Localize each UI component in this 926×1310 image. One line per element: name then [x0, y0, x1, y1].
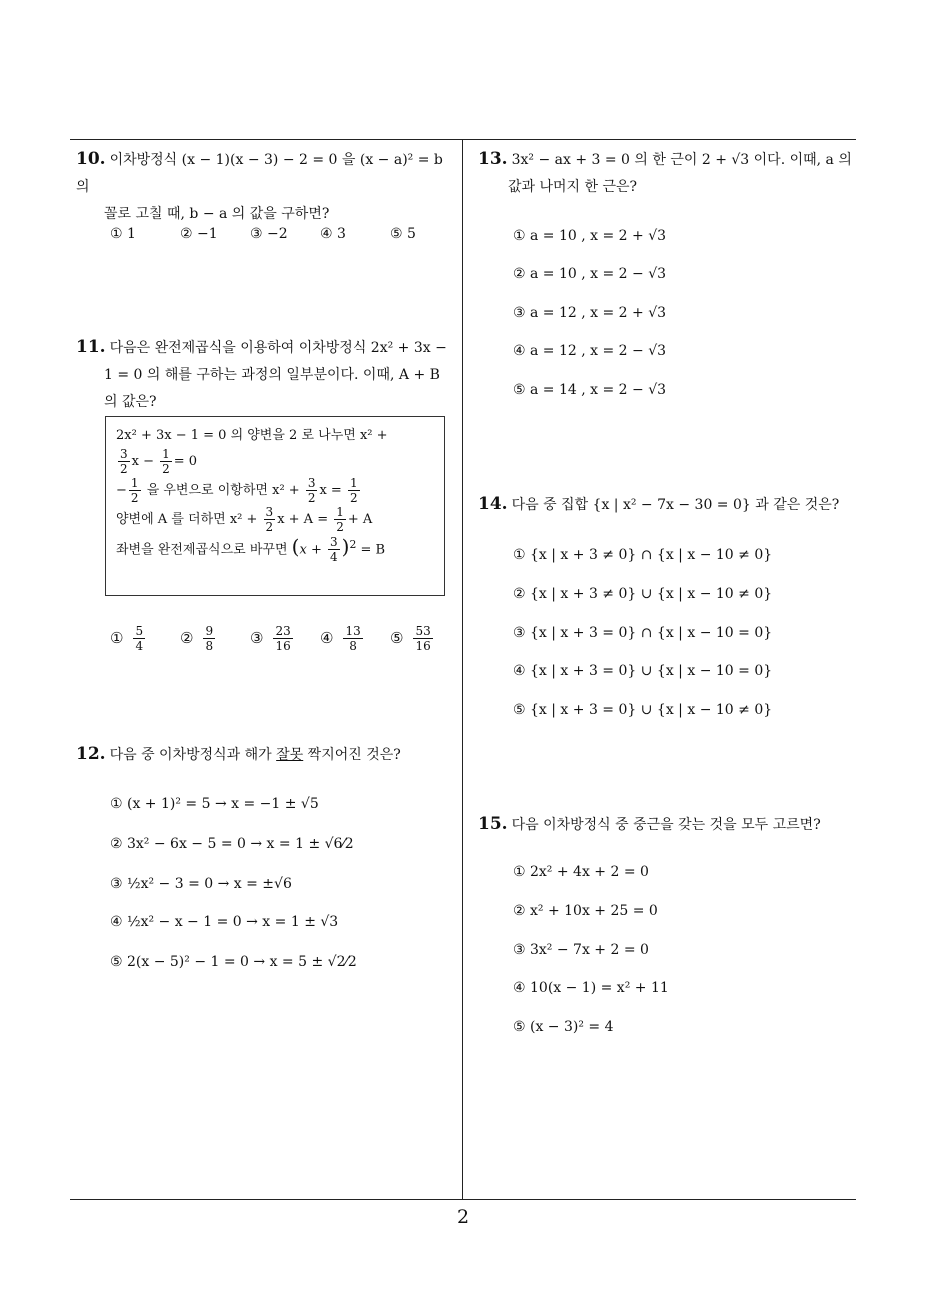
- question-text: 3x² − ax + 3 = 0 의 한 근이 2 + √3 이다. 이때, a 의: [511, 152, 852, 168]
- answer-option[interactable]: ⑤ (x − 3)² = 4: [513, 1019, 614, 1035]
- question-text: 다음 중 집합 {x | x² − 7x − 30 = 0} 과 같은 것은?: [511, 497, 840, 513]
- answer-option[interactable]: ④ $\frac{13}{8}$: [320, 624, 361, 653]
- box-line: 2x² + 3x − 1 = 0 의 양변을 2 로 나누면 x² +: [116, 428, 388, 443]
- answer-option[interactable]: ① {x | x + 3 ≠ 0} ∩ {x | x − 10 ≠ 0}: [513, 547, 773, 563]
- bottom-rule: [70, 1199, 856, 1200]
- answer-option[interactable]: ② −1: [180, 226, 218, 242]
- question-12: [76, 741, 456, 769]
- answer-option[interactable]: ④ ½x² − x − 1 = 0 → x = 1 ± √3: [110, 914, 339, 930]
- question-text-underlined: 잘못: [276, 747, 304, 763]
- question-text: 값과 나머지 한 근은?: [508, 179, 638, 195]
- answer-option[interactable]: ④ a = 12 , x = 2 − √3: [513, 343, 667, 359]
- answer-option[interactable]: ⑤ $\frac{53}{16}$: [390, 624, 431, 653]
- question-text: 짝지어진 것은?: [303, 747, 401, 763]
- box-line: − $\frac{1}{2}$ 을 우변으로 이항하면 x² + $\frac{3}{2}$ x = $\frac{1}{2}$: [116, 476, 358, 505]
- answer-option[interactable]: ⑤ {x | x + 3 = 0} ∪ {x | x − 10 ≠ 0}: [513, 702, 773, 718]
- question-text: 다음 이차방정식 중 중근을 갖는 것을 모두 고르면?: [511, 817, 821, 833]
- question-number: 13.: [478, 149, 508, 169]
- fraction: $\frac{3}{2}$: [307, 476, 316, 505]
- question-number: 10.: [76, 149, 106, 169]
- question-number: 15.: [478, 814, 508, 834]
- answer-option[interactable]: ② 3x² − 6x − 5 = 0 → x = 1 ± √6⁄2: [110, 836, 354, 852]
- answer-option[interactable]: ② a = 10 , x = 2 − √3: [513, 266, 667, 282]
- question-13: [478, 146, 863, 201]
- fraction: $\frac{3}{2}$: [265, 505, 274, 534]
- question-15: [478, 811, 863, 839]
- box-line: $\frac{3}{2}$ x − $\frac{1}{2}$ = 0: [120, 447, 198, 476]
- question-number: 12.: [76, 744, 106, 764]
- answer-option[interactable]: ⑤ 5: [390, 226, 416, 242]
- fraction: $\frac{1}{2}$: [336, 505, 344, 534]
- fraction: $\frac{1}{2}$: [349, 476, 358, 505]
- answer-option[interactable]: ④ {x | x + 3 = 0} ∪ {x | x − 10 = 0}: [513, 663, 773, 679]
- answer-option[interactable]: ① 1: [110, 226, 136, 242]
- answer-option[interactable]: ① $\frac{5}{4}$: [110, 624, 144, 653]
- column-divider: [462, 139, 463, 1200]
- question-number: 11.: [76, 337, 106, 357]
- answer-option[interactable]: ③ ½x² − 3 = 0 → x = ±√6: [110, 876, 292, 892]
- top-rule: [70, 139, 856, 140]
- answer-option[interactable]: ③ 3x² − 7x + 2 = 0: [513, 942, 649, 958]
- question-text: 이차방정식 (x − 1)(x − 3) − 2 = 0 을 (x − a)² = b 의: [76, 152, 443, 195]
- question-text: 의 값은?: [104, 394, 157, 410]
- question-text: 다음 중 이차방정식과 해가: [109, 747, 277, 763]
- answer-option[interactable]: ⑤ 2(x − 5)² − 1 = 0 → x = 5 ± √2⁄2: [110, 954, 357, 970]
- answer-option[interactable]: ③ −2: [250, 226, 288, 242]
- answer-option[interactable]: ③ $\frac{23}{16}$: [250, 624, 291, 653]
- answer-option[interactable]: ② x² + 10x + 25 = 0: [513, 903, 658, 919]
- answer-option[interactable]: ③ {x | x + 3 = 0} ∩ {x | x − 10 = 0}: [513, 625, 773, 641]
- fraction: $\frac{3}{2}$: [120, 447, 128, 476]
- answer-option[interactable]: ④ 3: [320, 226, 346, 242]
- answer-option[interactable]: ② {x | x + 3 ≠ 0} ∪ {x | x − 10 ≠ 0}: [513, 586, 773, 602]
- solution-box: [105, 416, 445, 596]
- answer-option[interactable]: ① 2x² + 4x + 2 = 0: [513, 864, 649, 880]
- question-10: [76, 146, 456, 228]
- answer-option[interactable]: ② $\frac{9}{8}$: [180, 624, 214, 653]
- question-text: 1 = 0 의 해를 구하는 과정의 일부분이다. 이때, A + B: [104, 367, 440, 383]
- question-14: [478, 491, 863, 519]
- box-line: 양변에 A 를 더하면 x² + $\frac{3}{2}$ x + A = $\frac{1}{2}$ + A: [116, 505, 373, 534]
- question-text: 꼴로 고칠 때, b − a 의 값을 구하면?: [104, 206, 330, 222]
- question-number: 14.: [478, 494, 508, 514]
- answer-option[interactable]: ① (x + 1)² = 5 → x = −1 ± √5: [110, 796, 319, 812]
- question-text: 다음은 완전제곱식을 이용하여 이차방정식 2x² + 3x −: [109, 340, 447, 356]
- fraction: $\frac{1}{2}$: [162, 447, 170, 476]
- answer-option[interactable]: ③ a = 12 , x = 2 + √3: [513, 305, 667, 321]
- answer-option[interactable]: ① a = 10 , x = 2 + √3: [513, 228, 667, 244]
- question-11: [76, 334, 456, 416]
- box-line: 좌변을 완전제곱식으로 바꾸면 (x + $\frac{3}{4}$ )$^2$ = B: [116, 534, 386, 565]
- fraction: $\frac{1}{2}$: [130, 476, 139, 505]
- page-number: 2: [456, 1206, 470, 1228]
- answer-option[interactable]: ⑤ a = 14 , x = 2 − √3: [513, 382, 667, 398]
- answer-option[interactable]: ④ 10(x − 1) = x² + 11: [513, 980, 669, 996]
- fraction: $\frac{3}{4}$: [330, 535, 338, 565]
